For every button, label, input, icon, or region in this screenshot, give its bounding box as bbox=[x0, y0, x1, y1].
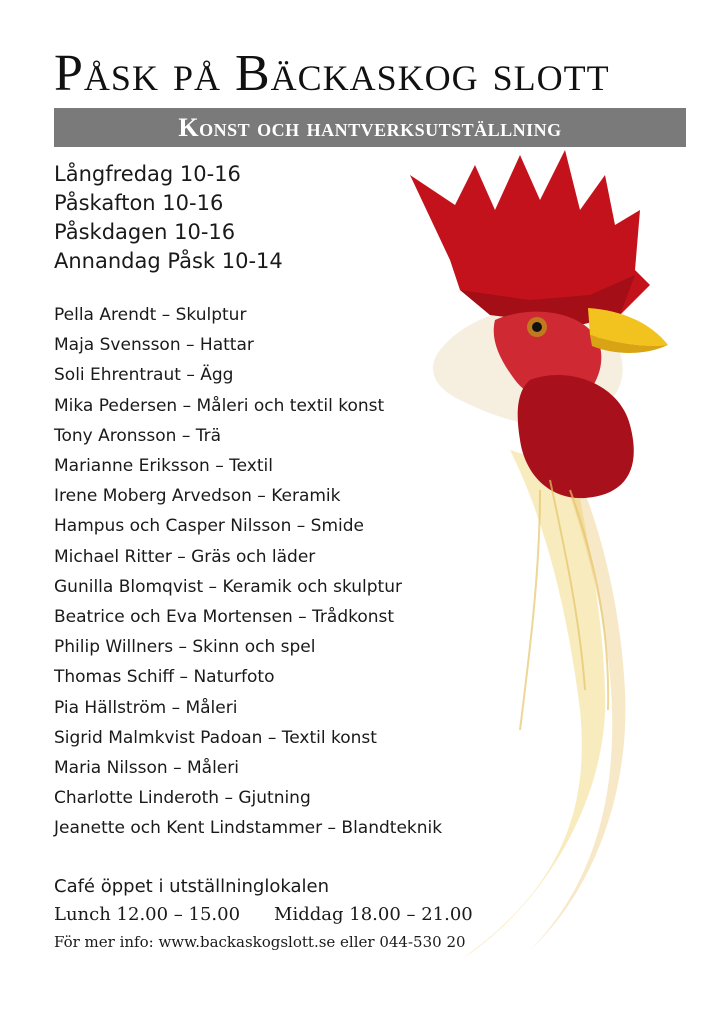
contact-info: För mer info: www.backaskogslott.se eller 044-530 20 bbox=[54, 933, 466, 951]
opening-days bbox=[54, 160, 283, 276]
opening-day: Annandag Påsk 10-14 bbox=[54, 249, 283, 273]
artist-item: Irene Moberg Arvedson – Keramik bbox=[54, 486, 341, 507]
artist-item: Hampus och Casper Nilsson – Smide bbox=[54, 516, 364, 537]
cafe-title: Café öppet i utställninglokalen bbox=[54, 876, 329, 897]
subtitle-banner: Konst och hantverksutställning bbox=[54, 108, 686, 147]
opening-day: Påskdagen 10-16 bbox=[54, 220, 236, 244]
artist-item: Gunilla Blomqvist – Keramik och skulptur bbox=[54, 576, 402, 597]
poster-title: Påsk på Bäckaskog slott bbox=[54, 45, 610, 102]
artist-item: Charlotte Linderoth – Gjutning bbox=[54, 788, 311, 809]
artist-item: Sigrid Malmkvist Padoan – Textil konst bbox=[54, 727, 377, 748]
artist-item: Philip Willners – Skinn och spel bbox=[54, 637, 316, 658]
cafe-section bbox=[54, 873, 473, 955]
lunch-hours: Lunch 12.00 – 15.00 bbox=[54, 904, 241, 925]
artist-item: Pella Arendt – Skulptur bbox=[54, 305, 247, 325]
artist-item: Thomas Schiff – Naturfoto bbox=[54, 667, 275, 688]
cafe-hours bbox=[54, 901, 473, 929]
artist-item: Maria Nilsson – Måleri bbox=[54, 758, 239, 779]
artist-item: Maja Svensson – Hattar bbox=[54, 335, 254, 356]
artist-item: Marianne Eriksson – Textil bbox=[54, 456, 273, 477]
opening-day: Långfredag 10-16 bbox=[54, 162, 241, 186]
artist-list bbox=[54, 300, 442, 844]
dinner-hours: Middag 18.00 – 21.00 bbox=[274, 904, 473, 925]
artist-item: Tony Aronsson – Trä bbox=[54, 425, 222, 446]
artist-item: Jeanette och Kent Lindstammer – Blandteknik bbox=[54, 818, 443, 839]
artist-item: Pia Hällström – Måleri bbox=[54, 697, 238, 718]
opening-day: Påskafton 10-16 bbox=[54, 191, 224, 215]
artist-item: Mika Pedersen – Måleri och textil konst bbox=[54, 395, 385, 416]
artist-item: Beatrice och Eva Mortensen – Trådkonst bbox=[54, 607, 395, 628]
artist-item: Michael Ritter – Gräs och läder bbox=[54, 546, 316, 567]
artist-item: Soli Ehrentraut – Ägg bbox=[54, 365, 234, 386]
